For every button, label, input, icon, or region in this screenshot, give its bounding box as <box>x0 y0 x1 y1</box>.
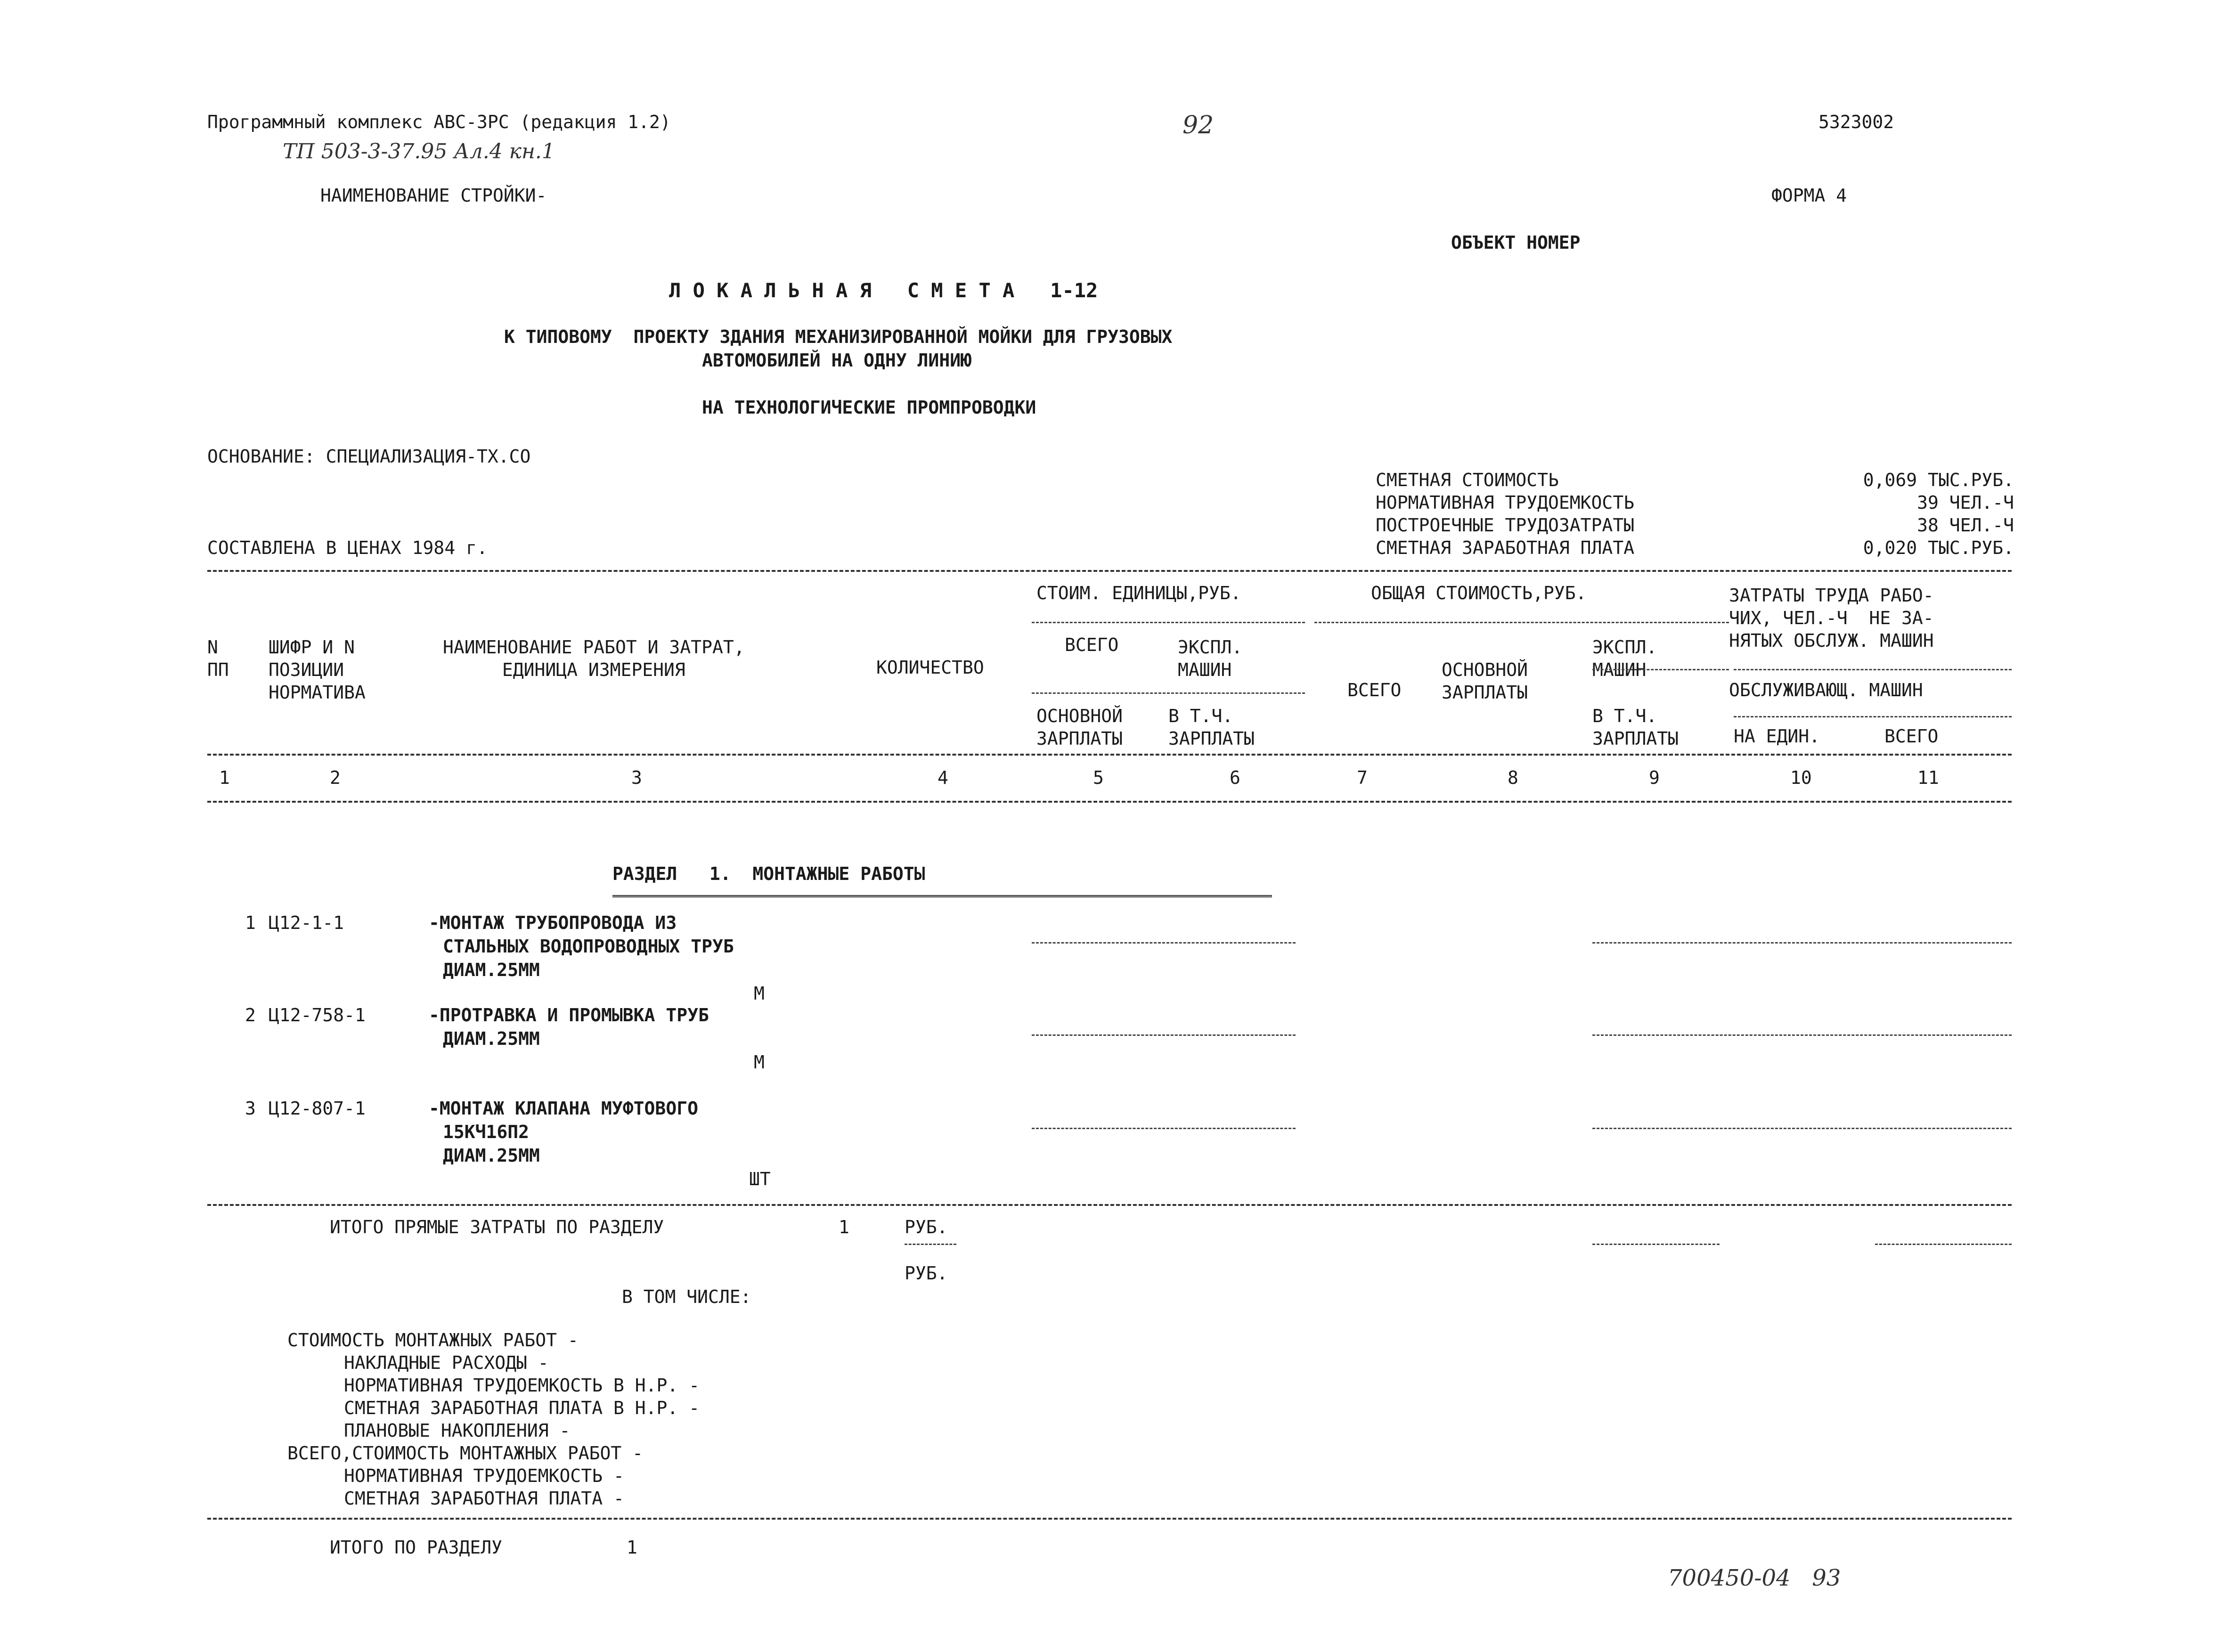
totals-sub-rule <box>905 1244 956 1245</box>
col-number: 10 <box>1790 767 1812 788</box>
row-code: Ц12-758-1 <box>269 1005 366 1025</box>
totals-top-rule <box>207 1204 2012 1206</box>
totals-sub-rule <box>1875 1244 2012 1245</box>
handwritten-project-ref: ТП 503-3-37.95 Ал.4 кн.1 <box>283 139 555 163</box>
summary-label: ПОСТРОЕЧНЫЕ ТРУДОЗАТРАТЫ <box>1376 515 1635 536</box>
estimate-subtitle-1: К ТИПОВОМУ ПРОЕКТУ ЗДАНИЯ МЕХАНИЗИРОВАННОЙ МОЙКИ ДЛЯ ГРУЗОВЫХ <box>504 326 1173 347</box>
row-name: СТАЛЬНЫХ ВОДОПРОВОДНЫХ ТРУБ <box>443 936 734 957</box>
row-name: -ПРОТРАВКА И ПРОМЫВКА ТРУБ <box>429 1005 709 1025</box>
summary-value: 0,020 ТЫС.РУБ. <box>1863 537 2014 558</box>
row-sub-rule <box>1592 942 2012 944</box>
summary-value: 0,069 ТЫС.РУБ. <box>1863 470 2014 490</box>
direct-costs-label: ИТОГО ПРЯМЫЕ ЗАТРАТЫ ПО РАЗДЕЛУ <box>330 1217 664 1237</box>
breakdown-label: ПЛАНОВЫЕ НАКОПЛЕНИЯ - <box>344 1420 571 1441</box>
row-sub-rule <box>1592 1128 2012 1129</box>
row-code: Ц12-1-1 <box>269 912 344 933</box>
estimate-title: Л О К А Л Ь Н А Я С М Е Т А 1-12 <box>669 279 1098 302</box>
breakdown-label: НАКЛАДНЫЕ РАСХОДЫ - <box>344 1352 549 1373</box>
header-sub-rule <box>1592 669 1729 670</box>
section-title-underline <box>612 895 1272 897</box>
summary-value: 38 ЧЕЛ.-Ч <box>1917 515 2014 536</box>
col-number: 11 <box>1917 767 1939 788</box>
col-header-total-wages: ОСНОВНОЙ ЗАРПЛАТЫ <box>1442 659 1528 703</box>
breakdown-label: СМЕТНАЯ ЗАРАБОТНАЯ ПЛАТА - <box>344 1488 624 1509</box>
col-number: 4 <box>938 767 948 788</box>
page-number: 92 <box>1182 111 1214 139</box>
header-sub-rule <box>1734 716 2012 717</box>
section-total-label: ИТОГО ПО РАЗДЕЛУ <box>330 1537 503 1558</box>
breakdown-label: СМЕТНАЯ ЗАРАБОТНАЯ ПЛАТА В Н.Р. - <box>344 1398 700 1418</box>
header-sub-rule <box>1314 622 1729 623</box>
row-sub-rule <box>1032 1034 1296 1036</box>
row-code: Ц12-807-1 <box>269 1098 366 1119</box>
direct-costs-unit: РУБ. <box>905 1217 948 1237</box>
breakdown-label: НОРМАТИВНАЯ ТРУДОЕМКОСТЬ В Н.Р. - <box>344 1375 700 1396</box>
row-unit: М <box>754 1052 765 1073</box>
summary-label: НОРМАТИВНАЯ ТРУДОЕМКОСТЬ <box>1376 492 1635 513</box>
row-unit: ШТ <box>749 1169 771 1189</box>
col-header-unit-cost: СТОИМ. ЕДИНИЦЫ,РУБ. <box>1036 583 1241 603</box>
form-number: ФОРМА 4 <box>1771 185 1847 206</box>
totals-sub-rule <box>1592 1244 1720 1245</box>
col-number: 9 <box>1649 767 1660 788</box>
col-header-total: ВСЕГО <box>1347 680 1402 700</box>
col-header-per-unit: НА ЕДИН. <box>1734 726 1820 747</box>
row-name: ДИАМ.25ММ <box>443 1145 540 1166</box>
object-number: ОБЪЕКТ НОМЕР <box>1451 232 1581 253</box>
handwritten-footer-note: 700450-04 93 <box>1668 1565 1841 1591</box>
col-header-total-machines: ЭКСПЛ. МАШИН <box>1592 637 1657 680</box>
construction-name-label: НАИМЕНОВАНИЕ СТРОЙКИ- <box>320 185 547 206</box>
basis-line: ОСНОВАНИЕ: СПЕЦИАЛИЗАЦИЯ-ТХ.СО <box>207 446 531 467</box>
row-number: 1 <box>245 912 256 933</box>
col-number: 3 <box>631 767 642 788</box>
summary-label: СМЕТНАЯ СТОИМОСТЬ <box>1376 470 1559 490</box>
header-sub-rule <box>1032 692 1305 694</box>
row-sub-rule <box>1032 1128 1296 1129</box>
header-sub-rule <box>1734 669 2012 670</box>
row-sub-rule <box>1032 942 1296 944</box>
col-number: 2 <box>330 767 341 788</box>
document-code: 5323002 <box>1818 112 1894 132</box>
estimate-subtitle-2: АВТОМОБИЛЕЙ НА ОДНУ ЛИНИЮ <box>702 350 971 371</box>
col-header-unit-wages: ОСНОВНОЙ ЗАРПЛАТЫ <box>1036 706 1123 749</box>
breakdown-label: СТОИМОСТЬ МОНТАЖНЫХ РАБОТ - <box>287 1330 579 1351</box>
col-header-total-cost: ОБЩАЯ СТОИМОСТЬ,РУБ. <box>1371 583 1587 603</box>
col-header-number: N ПП <box>207 637 229 680</box>
row-sub-rule <box>1592 1034 2012 1036</box>
breakdown-label: НОРМАТИВНАЯ ТРУДОЕМКОСТЬ - <box>344 1465 624 1486</box>
row-unit: М <box>754 983 765 1004</box>
column-number-bottom-rule <box>207 801 2012 803</box>
col-header-unit-total: ВСЕГО <box>1065 635 1119 655</box>
col-number: 8 <box>1508 767 1518 788</box>
col-header-quantity: КОЛИЧЕСТВО <box>876 657 984 678</box>
header-sub-rule <box>1032 622 1305 623</box>
col-header-service: ОБСЛУЖИВАЮЩ. МАШИН <box>1729 680 1923 700</box>
summary-value: 39 ЧЕЛ.-Ч <box>1917 492 2014 513</box>
col-number: 1 <box>219 767 230 788</box>
direct-costs-unit: РУБ. <box>905 1263 948 1284</box>
direct-costs-section: 1 <box>839 1217 849 1237</box>
col-header-labor: ЗАТРАТЫ ТРУДА РАБО- ЧИХ, ЧЕЛ.-Ч НЕ ЗА- НЯТЫХ ОБСЛУЖ. МАШИН <box>1729 585 1934 651</box>
col-header-name: НАИМЕНОВАНИЕ РАБОТ И ЗАТРАТ, ЕДИНИЦА ИЗМЕРЕНИЯ <box>443 637 745 680</box>
col-number: 5 <box>1093 767 1104 788</box>
including-label: В ТОМ ЧИСЛЕ: <box>622 1286 751 1307</box>
row-name: -МОНТАЖ ТРУБОПРОВОДА ИЗ <box>429 912 677 933</box>
estimate-subtitle-3: НА ТЕХНОЛОГИЧЕСКИЕ ПРОМПРОВОДКИ <box>702 397 1036 418</box>
row-number: 3 <box>245 1098 256 1119</box>
col-header-unit-machines: ЭКСПЛ. МАШИН <box>1178 637 1243 680</box>
row-name: ДИАМ.25ММ <box>443 960 540 980</box>
column-number-top-rule <box>207 754 2012 756</box>
breakdown-label: ВСЕГО,СТОИМОСТЬ МОНТАЖНЫХ РАБОТ - <box>287 1443 643 1464</box>
row-name: ДИАМ.25ММ <box>443 1028 540 1049</box>
section-total-rule <box>207 1518 2012 1520</box>
col-header-unit-machine-wages: В Т.Ч. ЗАРПЛАТЫ <box>1168 706 1255 749</box>
row-number: 2 <box>245 1005 256 1025</box>
col-number: 6 <box>1230 767 1240 788</box>
section-title: РАЗДЕЛ 1. МОНТАЖНЫЕ РАБОТЫ <box>612 863 925 884</box>
col-header-code: ШИФР И N ПОЗИЦИИ НОРМАТИВА <box>269 637 366 703</box>
col-header-total-machine-wages: В Т.Ч. ЗАРПЛАТЫ <box>1592 706 1679 749</box>
col-header-labor-total: ВСЕГО <box>1884 726 1939 747</box>
section-total-number: 1 <box>627 1537 637 1558</box>
row-name: -МОНТАЖ КЛАПАНА МУФТОВОГО <box>429 1098 698 1119</box>
row-name: 15КЧ16П2 <box>443 1122 530 1142</box>
price-basis: СОСТАВЛЕНА В ЦЕНАХ 1984 г. <box>207 537 488 558</box>
program-name: Программный комплекс АВС-3РС (редакция 1.2) <box>207 112 671 132</box>
header-top-rule <box>207 570 2012 572</box>
col-number: 7 <box>1357 767 1368 788</box>
summary-label: СМЕТНАЯ ЗАРАБОТНАЯ ПЛАТА <box>1376 537 1635 558</box>
